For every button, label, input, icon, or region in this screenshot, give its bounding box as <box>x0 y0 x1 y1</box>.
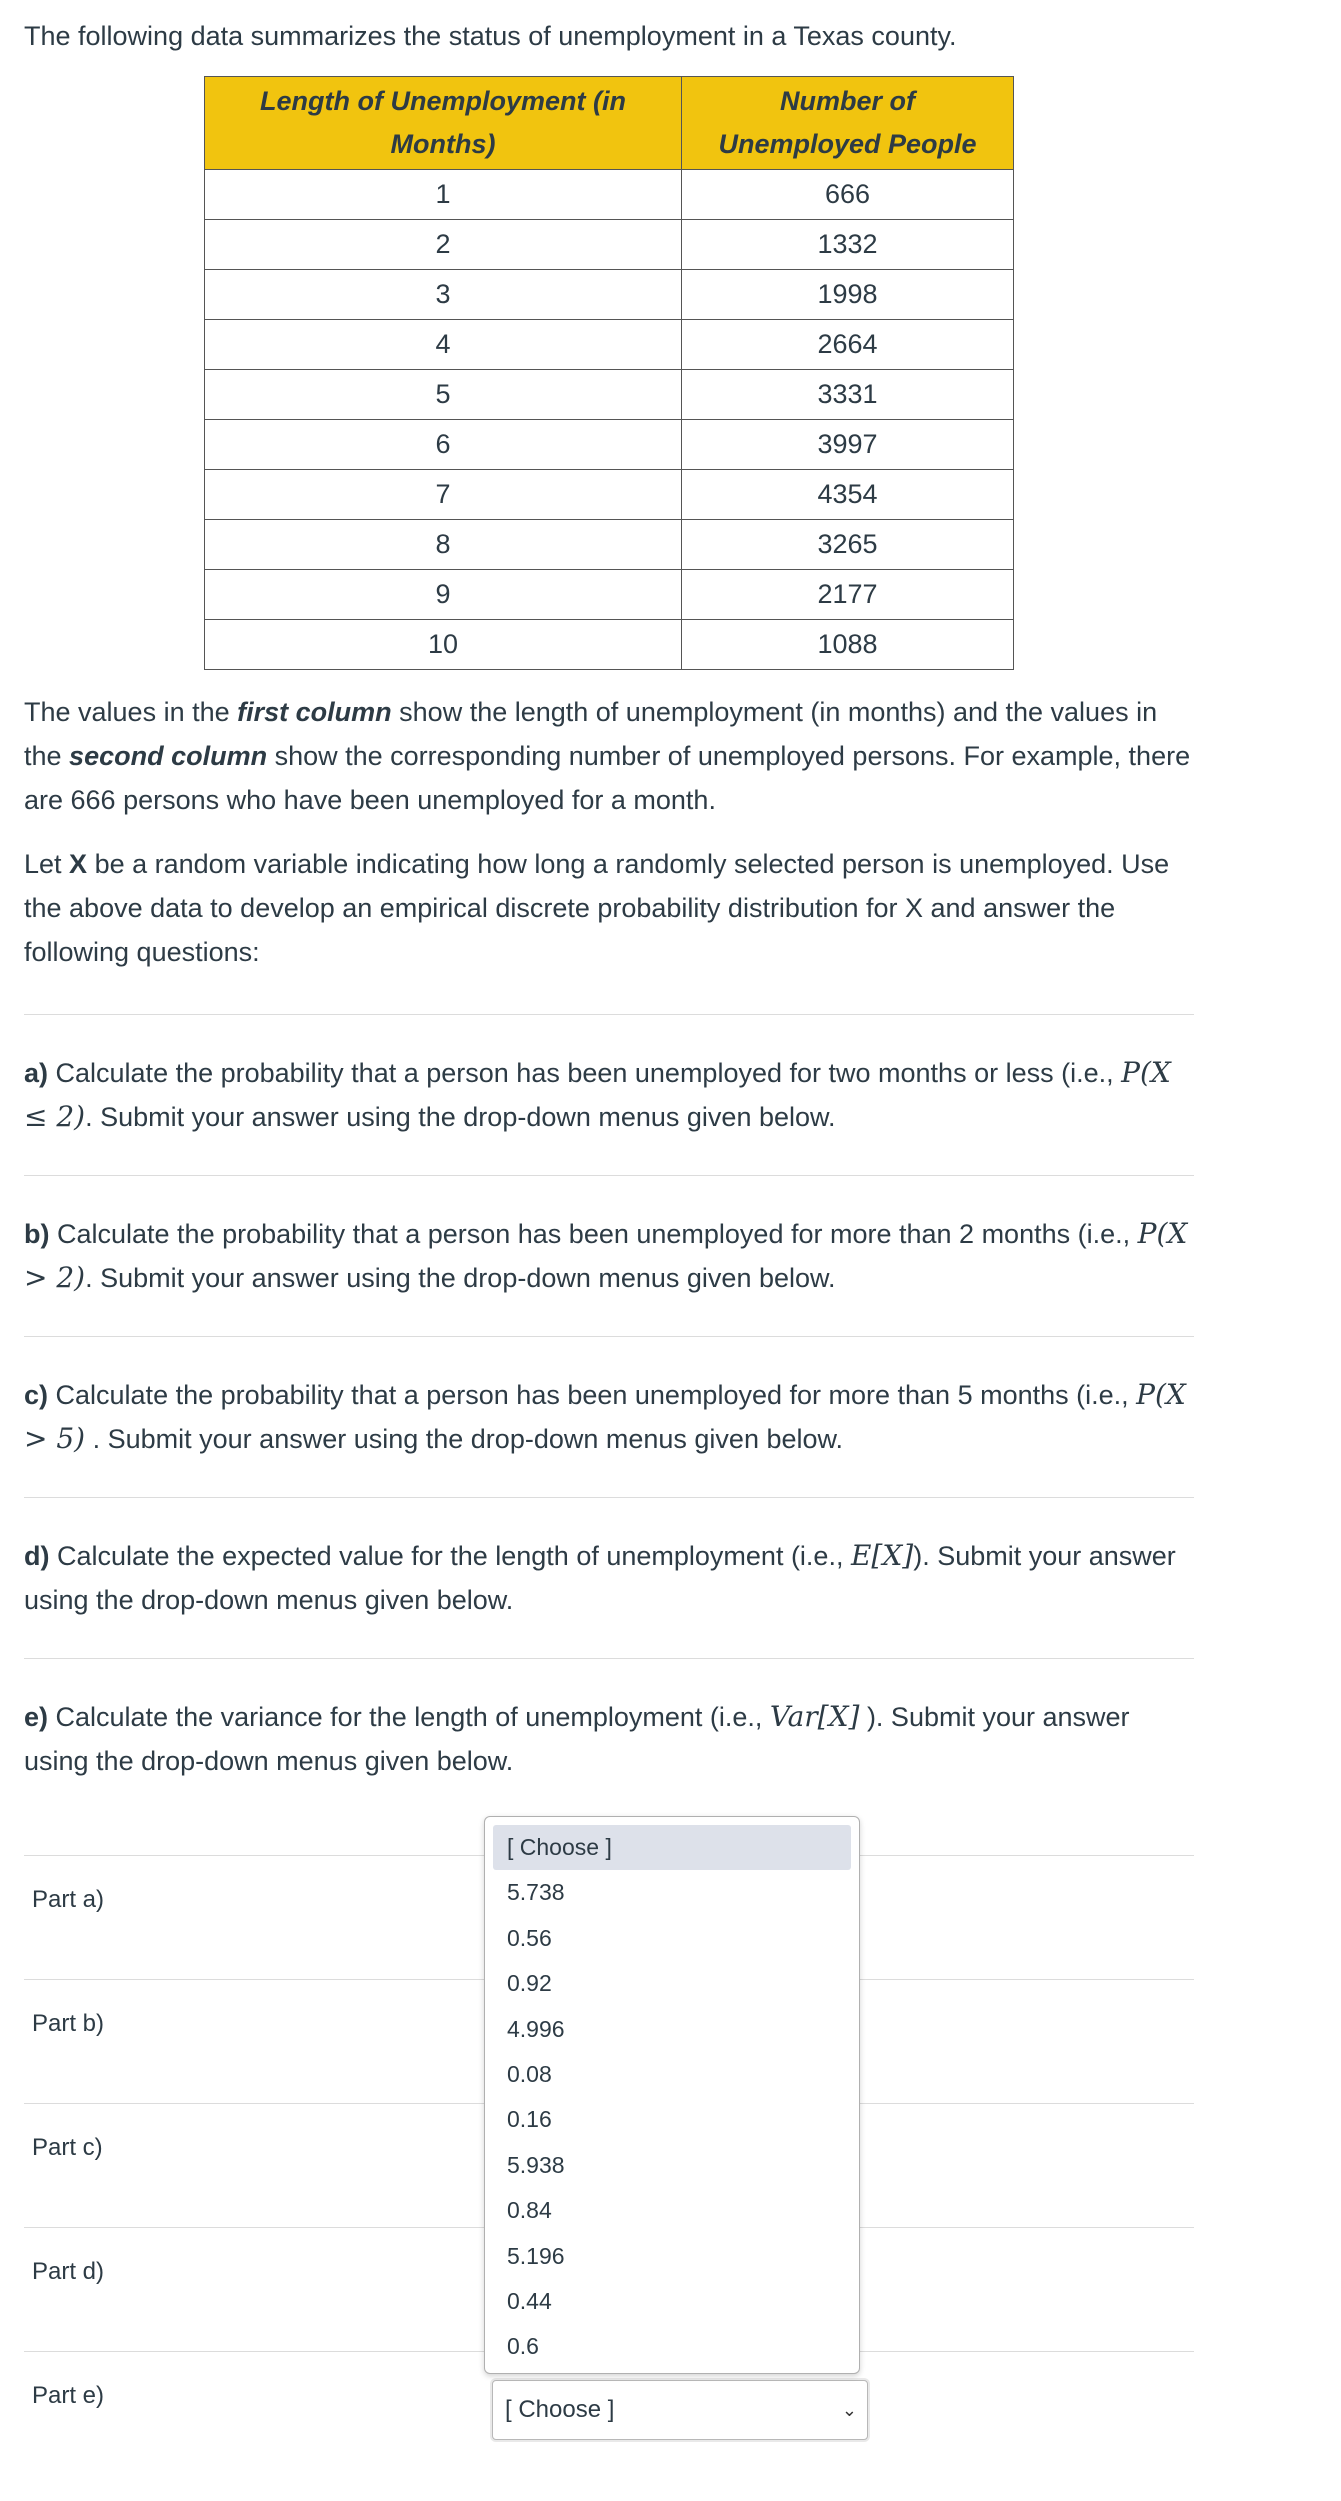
cell-months: 3 <box>205 270 682 320</box>
cell-months: 9 <box>205 570 682 620</box>
cell-count: 1998 <box>682 270 1014 320</box>
question-2: b) Calculate the probability that a person has been unemployed for more than 2 months (i.e., P(X > 2). Submit your answer using the drop-down menus given below. <box>24 1217 1188 1294</box>
dropdown-option[interactable]: 0.16 <box>507 2106 552 2133</box>
table-row <box>205 620 1014 670</box>
table-row <box>205 320 1014 370</box>
dropdown-option[interactable]: 0.6 <box>507 2333 539 2360</box>
unemployment-table <box>204 76 1014 670</box>
math-expression: P(X > 2) <box>24 1217 1188 1294</box>
cell-months: 8 <box>205 520 682 570</box>
cell-months: 10 <box>205 620 682 670</box>
dropdown-option[interactable]: 0.08 <box>507 2060 552 2087</box>
table-row <box>205 370 1014 420</box>
table-row <box>205 520 1014 570</box>
dropdown-option[interactable]: 5.938 <box>507 2151 565 2178</box>
math-expression: E[X] <box>850 1539 914 1572</box>
definition-text: Let X be a random variable indicating how long a randomly selected person is unemployed. Use the above data to develop an empirical discrete probability distribution for X and answer the following questions: <box>24 849 1170 967</box>
question-3: c) Calculate the probability that a person has been unemployed for more than 5 months (i.e., P(X > 5) . Submit your answer using the drop-down menus given below. <box>24 1378 1186 1455</box>
table-row <box>205 220 1014 270</box>
table-row <box>205 570 1014 620</box>
table-row <box>205 170 1014 220</box>
dropdown-option[interactable]: [ Choose ] <box>493 1825 851 1870</box>
part-label: Part e) <box>32 2382 105 2409</box>
cell-months: 5 <box>205 370 682 420</box>
dropdown-option[interactable]: 0.84 <box>507 2197 552 2224</box>
dropdown-option[interactable]: 0.92 <box>507 1970 552 1997</box>
dropdown-option[interactable]: 0.44 <box>507 2287 552 2314</box>
cell-count: 2664 <box>682 320 1014 370</box>
dropdown-option[interactable]: 4.996 <box>507 2015 565 2042</box>
cell-count: 1332 <box>682 220 1014 270</box>
cell-months: 4 <box>205 320 682 370</box>
cell-months: 7 <box>205 470 682 520</box>
cell-months: 2 <box>205 220 682 270</box>
part-label: Part a) <box>32 1886 105 1913</box>
cell-count: 4354 <box>682 470 1014 520</box>
table-header-length: Length of Unemployment (in Months) <box>205 77 682 170</box>
dropdown-option[interactable]: 5.196 <box>507 2242 565 2269</box>
cell-count: 3997 <box>682 420 1014 470</box>
question-1: a) Calculate the probability that a person has been unemployed for two months or less (i.e., P(X ≤ 2). Submit your answer using the drop-down menus given below. <box>24 1056 1171 1133</box>
part-label: Part c) <box>32 2134 103 2161</box>
explanation-text: The values in the first column show the length of unemployment (in months) and the values in the second column show the corresponding number of unemployed persons. For example, there are 666 persons who have been unemployed for a month. <box>24 697 1191 815</box>
math-expression: Var[X] <box>769 1700 860 1733</box>
table-row <box>205 270 1014 320</box>
cell-count: 666 <box>682 170 1014 220</box>
cell-count: 1088 <box>682 620 1014 670</box>
math-expression: P(X ≤ 2) <box>24 1056 1171 1133</box>
math-expression: P(X > 5) <box>24 1378 1186 1455</box>
answer-select[interactable] <box>492 2380 868 2440</box>
select-value: [ Choose ] <box>505 2396 615 2423</box>
dropdown-option[interactable]: 0.56 <box>507 1924 552 1951</box>
cell-months: 1 <box>205 170 682 220</box>
intro-text: The following data summarizes the status of unemployment in a Texas county. <box>24 21 957 51</box>
dropdown-option[interactable]: 5.738 <box>507 1879 565 1906</box>
answer-dropdown-list[interactable] <box>484 1816 860 2374</box>
cell-count: 3265 <box>682 520 1014 570</box>
cell-count: 3331 <box>682 370 1014 420</box>
cell-count: 2177 <box>682 570 1014 620</box>
cell-months: 6 <box>205 420 682 470</box>
table-row <box>205 470 1014 520</box>
part-label: Part b) <box>32 2010 105 2037</box>
chevron-down-icon: ⌄ <box>841 2400 857 2420</box>
part-label: Part d) <box>32 2258 105 2285</box>
question-4: d) Calculate the expected value for the length of unemployment (i.e., E[X]). Submit your answer using the drop-down menus given below. <box>24 1539 1176 1615</box>
table-row <box>205 420 1014 470</box>
table-header-count: Number of Unemployed People <box>682 77 1014 170</box>
question-5: e) Calculate the variance for the length of unemployment (i.e., Var[X] ). Submit your answer using the drop-down menus given below. <box>24 1700 1130 1776</box>
